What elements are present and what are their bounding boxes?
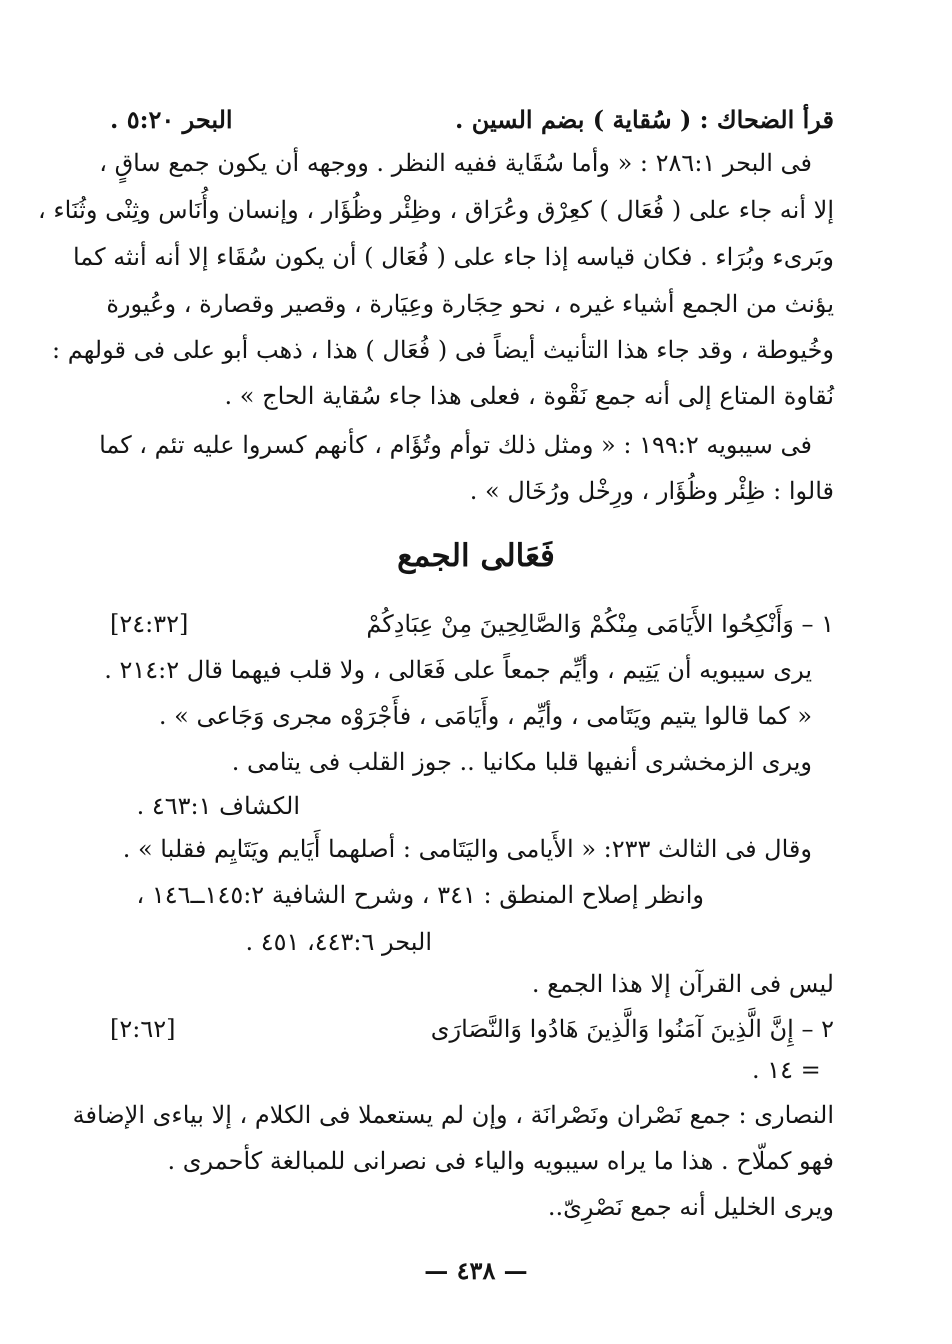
paragraph-line: وانظر إصلاح المنطق : ٣٤١ ، وشرح الشافية ١٤٥:٢ــ١٤٦ ، <box>136 881 704 909</box>
paragraph-line: النصارى : جمع نَصْران ونَصْرانَة ، وإن لم يستعملا فى الكلام ، إلا بياءى الإضافة <box>72 1101 834 1129</box>
verse-reference: [٢:٦٢] <box>110 1015 176 1043</box>
quotation-line: « كما قالوا يتيم ويَتَامى ، وأيِّم ، وأَيَامَى ، فأَجْرَوْه مجرى وَجَاعى » . <box>158 702 812 730</box>
paragraph-line: يرى سيبويه أن يَتِيم ، وأيِّم جمعاً على فَعَالى ، ولا قلب فيهما قال ٢١٤:٢ . <box>104 656 812 684</box>
page-number: — ٤٣٨ — <box>424 1256 528 1285</box>
quran-verse: ١ – وَأَنْكِحُوا الأَيَامَى مِنْكُمْ وَالصَّالِحِينَ مِنْ عِبَادِكُمْ <box>366 610 834 638</box>
note-line: ليس فى القرآن إلا هذا الجمع . <box>531 970 834 998</box>
paragraph-line: فى سيبويه ١٩٩:٢ : « ومثل ذلك توأم وتُؤَام ، كأنهم كسروا عليه تئم ، كما <box>99 431 812 459</box>
header-citation: قرأ الضحاك : ( سُقاية ) بضم السين . <box>454 105 834 134</box>
paragraph-line: نُقاوة المتاع إلى أنه جمع نَقْوة ، فعلى هذا جاء سُقاية الحاج » . <box>224 382 834 410</box>
citation-line: الكشاف ٤٦٣:١ . <box>136 792 300 820</box>
paragraph-line: ويرى الخليل أنه جمع نَصْرِىّ.. <box>547 1193 834 1221</box>
paragraph-line: وخُيوطة ، وقد جاء هذا التأنيث أيضاً فى ( فُعَال ) هذا ، ذهب أبو على فى قولهم : <box>52 336 834 364</box>
paragraph-line: يؤنث من الجمع أشياء غيره ، نحو حِجَارة وعِيَارة ، وقصير وقصارة ، وعُيورة <box>106 290 834 318</box>
section-title: فَعَالى الجمع <box>397 538 555 574</box>
verse-reference: [٢٤:٣٢] <box>110 610 189 638</box>
paragraph-line: وقال فى الثالث ٢٣٣: « الأَيامى واليَتَامى : أصلهما أَيَايم ويَتَايِم فقلبا » . <box>122 835 812 863</box>
paragraph-line: إلا أنه جاء على ( فُعَال ) كعِرْق وعُرَاق ، وظِئْر وظُؤَار ، وإنسان وأُنَاس وثِنْى وثُنَاء ، <box>37 196 834 224</box>
quran-verse: ٢ – إِنَّ الَّذِينَ آمَنُوا وَالَّذِينَ هَادُوا وَالنَّصَارَى <box>430 1015 834 1043</box>
paragraph-line: قالوا : ظِئْر وظُؤَار ، ورِخْل ورُخَال » . <box>469 477 834 505</box>
verse-continuation: = ١٤ . <box>752 1056 821 1084</box>
paragraph-line: ويرى الزمخشرى أنفيها قلبا مكانيا .. جوز القلب فى يتامى . <box>231 748 812 776</box>
header-reference: البحر ٥:٢٠ . <box>110 105 233 134</box>
paragraph-line: فى البحر ٢٨٦:١ : « وأما سُقَاية ففيه النظر . ووجهه أن يكون جمع ساقٍ ، <box>99 149 812 177</box>
paragraph-line: وبَرىء وبُرَاء . فكان قياسه إذا جاء على ( فُعَال ) أن يكون سُقَاء إلا أنه أنثه كما <box>72 243 834 271</box>
citation-line: البحر ٤٤٣:٦، ٤٥١ . <box>245 928 432 956</box>
paragraph-line: فهو كملّاح . هذا ما يراه سيبويه والياء فى نصرانى للمبالغة كأحمرى . <box>167 1147 834 1175</box>
